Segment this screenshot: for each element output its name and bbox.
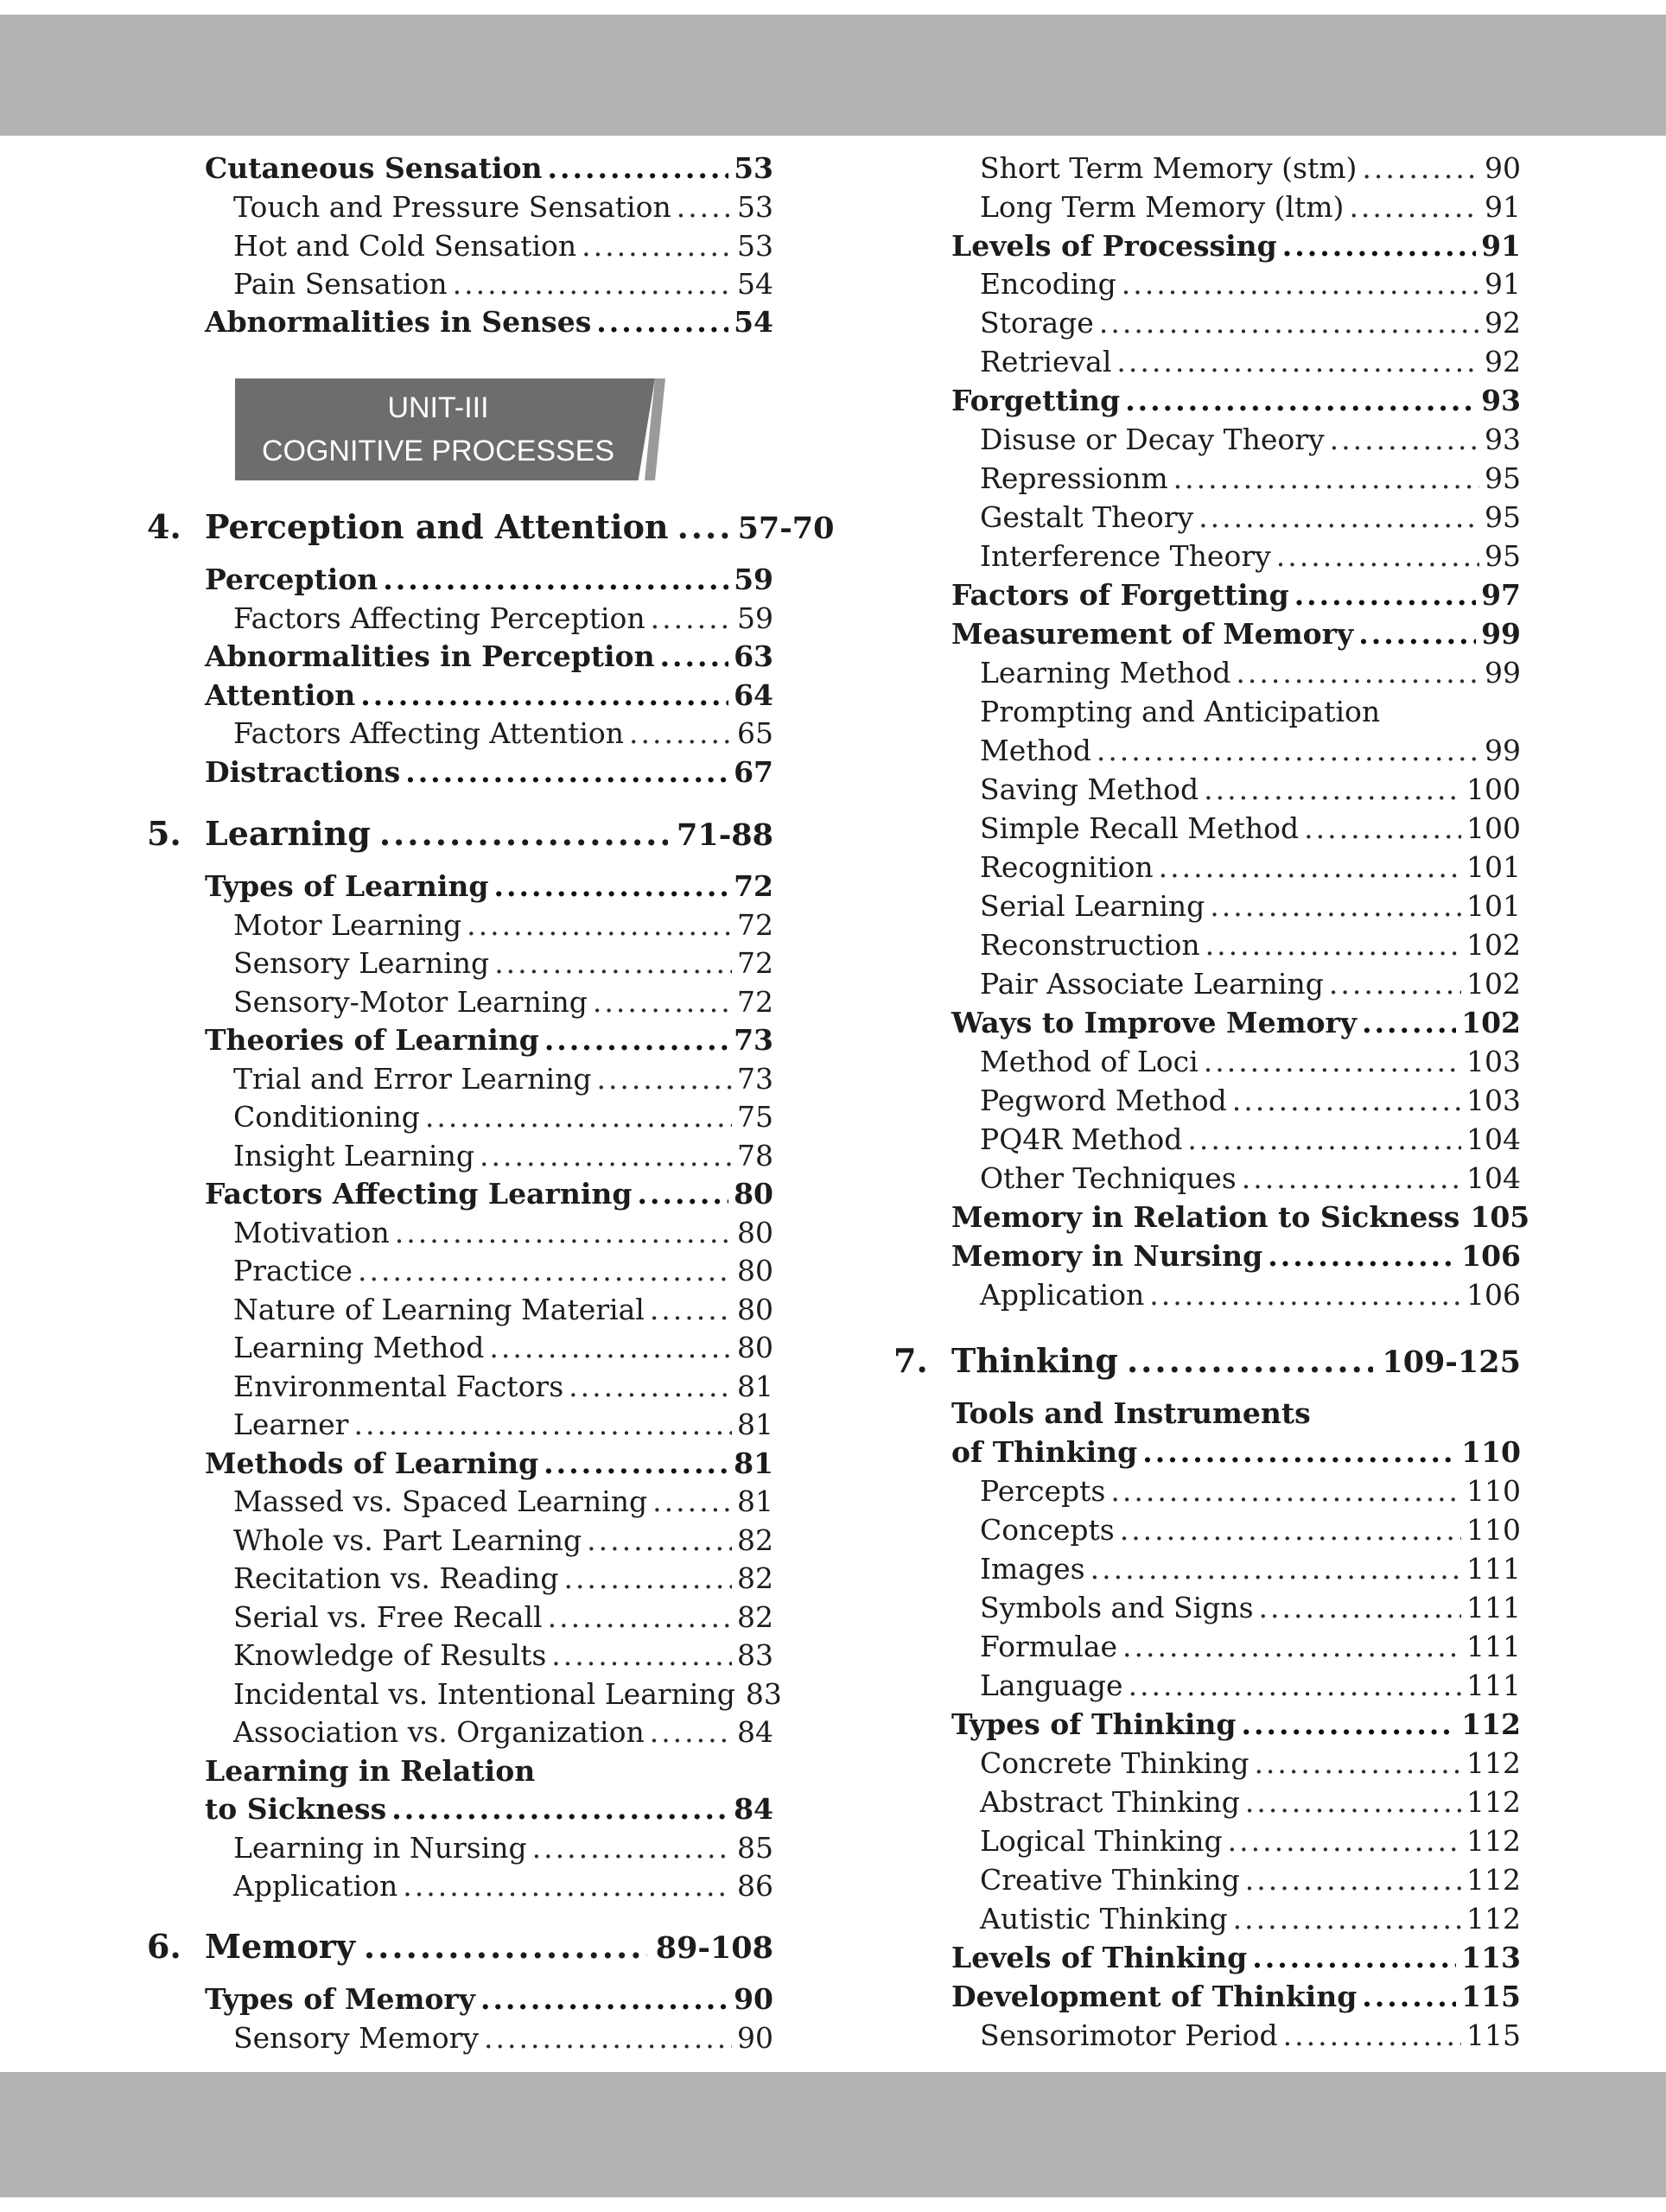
toc-entry[interactable]: Motivation ..... 80 (147, 1215, 773, 1251)
chapter-heading[interactable]: 5. Learning ..... 71-88 (147, 812, 773, 855)
toc-entry[interactable]: Symbols and Signs ..... 111 (893, 1590, 1521, 1626)
toc-entry[interactable]: Saving Method ..... 100 (893, 772, 1521, 808)
toc-entry[interactable]: Development of Thinking ..... 115 (893, 1979, 1521, 2015)
toc-entry[interactable]: Distractions ..... 67 (147, 754, 773, 791)
toc-entry[interactable]: Sensory-Motor Learning ..... 72 (147, 984, 773, 1020)
toc-entry[interactable]: Learning Method ..... 80 (147, 1330, 773, 1366)
toc-entry[interactable]: Abnormalities in Senses ..... 54 (147, 304, 773, 340)
toc-entry[interactable]: Language ..... 111 (893, 1668, 1521, 1704)
toc-entry[interactable]: Levels of Thinking ..... 113 (893, 1940, 1521, 1976)
toc-entry[interactable]: Measurement of Memory ..... 99 (893, 616, 1521, 652)
toc-entry[interactable]: Touch and Pressure Sensation ..... 53 (147, 189, 773, 226)
toc-entry[interactable]: Practice ..... 80 (147, 1253, 773, 1289)
toc-entry[interactable]: Method of Loci ..... 103 (893, 1044, 1521, 1080)
toc-entry[interactable]: Hot and Cold Sensation ..... 53 (147, 228, 773, 264)
toc-entry[interactable]: Percepts ..... 110 (893, 1473, 1521, 1510)
toc-entry[interactable]: Cutaneous Sensation ..... 53 (147, 150, 773, 187)
toc-entry[interactable]: Whole vs. Part Learning ..... 82 (147, 1522, 773, 1559)
toc-entry[interactable]: Theories of Learning ..... 73 (147, 1022, 773, 1058)
toc-entry[interactable]: of Thinking ..... 110 (893, 1434, 1521, 1471)
toc-entry[interactable]: Memory in Relation to Sickness 105 (951, 1200, 1530, 1234)
unit-number: UNIT-III (387, 391, 489, 424)
chapter-heading[interactable]: 4. Perception and Attention ..... 57-70 (147, 505, 773, 549)
toc-entry[interactable]: Autistic Thinking ..... 112 (893, 1901, 1521, 1937)
toc-entry[interactable]: Long Term Memory (ltm) ..... 91 (893, 189, 1521, 226)
toc-entry[interactable]: Pair Associate Learning ..... 102 (893, 966, 1521, 1002)
toc-entry[interactable]: Pain Sensation ..... 54 (147, 266, 773, 302)
toc-entry[interactable]: Sensory Learning ..... 72 (147, 945, 773, 982)
toc-entry-line1: Tools and Instruments (951, 1396, 1311, 1430)
toc-entry[interactable]: Application ..... 106 (893, 1277, 1521, 1313)
toc-entry[interactable]: Learning Method ..... 99 (893, 655, 1521, 691)
chapter-heading[interactable]: 7. Thinking ..... 109-125 (893, 1339, 1521, 1382)
toc-entry[interactable]: Logical Thinking ..... 112 (893, 1823, 1521, 1859)
toc-entry[interactable]: Association vs. Organization ..... 84 (147, 1714, 773, 1751)
toc-entry[interactable]: Factors Affecting Attention ..... 65 (147, 715, 773, 752)
toc-entry[interactable]: Factors Affecting Perception ..... 59 (147, 601, 773, 637)
toc-entry-line1: Learning in Relation (205, 1754, 536, 1788)
toc-entry[interactable]: Method ..... 99 (893, 733, 1521, 769)
toc-entry[interactable]: Other Techniques ..... 104 (893, 1160, 1521, 1197)
toc-entry[interactable]: Learner ..... 81 (147, 1407, 773, 1443)
toc-entry[interactable]: Insight Learning ..... 78 (147, 1138, 773, 1174)
toc-entry[interactable]: Environmental Factors ..... 81 (147, 1369, 773, 1405)
toc-entry[interactable]: Types of Thinking ..... 112 (893, 1707, 1521, 1743)
toc-entry[interactable]: Serial vs. Free Recall ..... 82 (147, 1599, 773, 1636)
toc-entry[interactable]: Pegword Method ..... 103 (893, 1083, 1521, 1119)
toc-entry[interactable]: Abstract Thinking ..... 112 (893, 1784, 1521, 1821)
toc-entry[interactable]: PQ4R Method ..... 104 (893, 1122, 1521, 1158)
chapter-heading[interactable]: 6. Memory ..... 89-108 (147, 1925, 773, 1968)
toc-entry[interactable]: Conditioning ..... 75 (147, 1099, 773, 1135)
unit-banner-text (235, 378, 641, 480)
toc-entry[interactable]: Knowledge of Results ..... 83 (147, 1637, 773, 1674)
toc-entry[interactable]: Gestalt Theory ..... 95 (893, 499, 1521, 536)
toc-entry[interactable]: Motor Learning ..... 72 (147, 907, 773, 944)
toc-entry[interactable]: Sensorimotor Period ..... 115 (893, 2018, 1521, 2054)
toc-entry[interactable]: Memory in Nursing ..... 106 (893, 1238, 1521, 1274)
toc-entry-line1: Prompting and Anticipation (980, 695, 1381, 728)
toc-entry[interactable]: Serial Learning ..... 101 (893, 888, 1521, 925)
toc-entry[interactable]: Simple Recall Method ..... 100 (893, 810, 1521, 847)
toc-entry[interactable]: Reconstruction ..... 102 (893, 927, 1521, 963)
toc-entry[interactable]: Sensory Memory ..... 90 (147, 2020, 773, 2056)
toc-entry[interactable]: Repressionm ..... 95 (893, 461, 1521, 497)
toc-entry[interactable]: Retrieval ..... 92 (893, 344, 1521, 380)
toc-entry[interactable]: Levels of Processing ..... 91 (893, 228, 1521, 264)
toc-entry[interactable]: Application ..... 86 (147, 1868, 773, 1904)
toc-entry[interactable]: Trial and Error Learning ..... 73 (147, 1061, 773, 1097)
toc-entry[interactable]: Storage ..... 92 (893, 305, 1521, 341)
toc-entry[interactable]: Short Term Memory (stm) ..... 90 (893, 150, 1521, 187)
toc-entry[interactable]: Incidental vs. Intentional Learning 83 (233, 1677, 782, 1711)
toc-entry[interactable]: Perception ..... 59 (147, 562, 773, 598)
toc-entry[interactable]: Attention ..... 64 (147, 677, 773, 714)
toc-entry[interactable]: Disuse or Decay Theory ..... 93 (893, 422, 1521, 458)
toc-entry[interactable]: Images ..... 111 (893, 1551, 1521, 1587)
toc-entry[interactable]: Massed vs. Spaced Learning ..... 81 (147, 1484, 773, 1520)
toc-entry[interactable]: Formulae ..... 111 (893, 1629, 1521, 1665)
bottom-gray-band (0, 2072, 1666, 2197)
toc-entry[interactable]: Concrete Thinking ..... 112 (893, 1745, 1521, 1782)
toc-entry[interactable]: Ways to Improve Memory ..... 102 (893, 1005, 1521, 1041)
toc-entry[interactable]: Forgetting ..... 93 (893, 383, 1521, 419)
toc-entry[interactable]: Abnormalities in Perception ..... 63 (147, 639, 773, 675)
toc-entry[interactable]: Types of Learning ..... 72 (147, 868, 773, 905)
toc-entry[interactable]: Recognition ..... 101 (893, 849, 1521, 886)
toc-entry[interactable]: Methods of Learning ..... 81 (147, 1446, 773, 1482)
toc-entry[interactable]: Creative Thinking ..... 112 (893, 1862, 1521, 1898)
toc-entry[interactable]: Factors of Forgetting ..... 97 (893, 577, 1521, 613)
toc-entry[interactable]: Concepts ..... 110 (893, 1512, 1521, 1548)
toc-entry[interactable]: Interference Theory ..... 95 (893, 538, 1521, 575)
toc-entry[interactable]: to Sickness ..... 84 (147, 1791, 773, 1827)
toc-entry[interactable]: Factors Affecting Learning ..... 80 (147, 1176, 773, 1212)
toc-entry[interactable]: Types of Memory ..... 90 (147, 1981, 773, 2018)
top-gray-band (0, 15, 1666, 136)
toc-entry[interactable]: Nature of Learning Material ..... 80 (147, 1292, 773, 1328)
toc-entry[interactable]: Learning in Nursing ..... 85 (147, 1830, 773, 1866)
toc-entry[interactable]: Recitation vs. Reading ..... 82 (147, 1560, 773, 1597)
unit-title: COGNITIVE PROCESSES (261, 435, 615, 467)
toc-entry[interactable]: Encoding ..... 91 (893, 266, 1521, 302)
